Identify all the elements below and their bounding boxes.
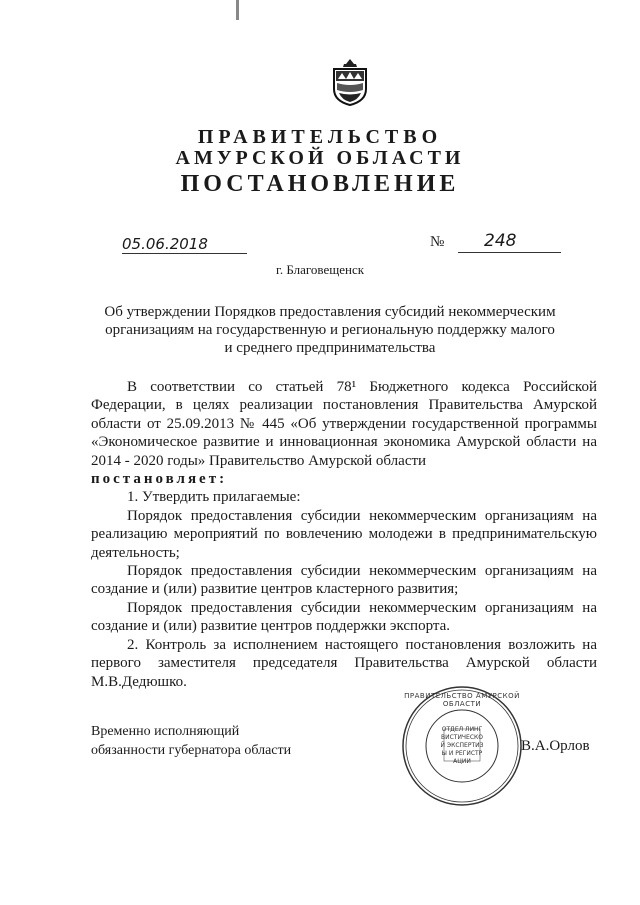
document-number: 248 bbox=[458, 230, 561, 253]
order-3: Порядок предоставления субсидии некоммерческим организациям на создание и (или) развитие центров поддержки экспорта. bbox=[91, 599, 597, 635]
document-subject: Об утверждении Порядков предоставления субсидий некоммерческим организациям на государственную и региональную поддержку малого и среднего предпринимательства bbox=[104, 304, 556, 356]
order-1: Порядок предоставления субсидии некоммерческим организациям на реализацию мероприятий по вовлечению молодежи в предпринимательскую деятельность; bbox=[91, 507, 597, 561]
document-body bbox=[91, 378, 597, 691]
item-2: 2. Контроль за исполнением настоящего постановления возложить на первого заместителя председателя Правительства Амурской области М.В.Дедюшко. bbox=[91, 636, 597, 690]
preamble-paragraph: В соответствии со статьей 78¹ Бюджетного кодекса Российской Федерации, в целях реализации постановления Правительства Амурской области от 25.09.2013 № 445 «Об утверждении государственной программы «Экономическое развитие и инновационная экономика Амурской области на 2014 - 2020 годы» Правительство Амурской области bbox=[91, 379, 597, 469]
position-line-1: Временно исполняющий bbox=[91, 724, 240, 739]
order-2: Порядок предоставления субсидии некоммерческим организациям на создание и (или) развитие центров кластерного развития; bbox=[91, 563, 597, 598]
stamp-center-text: ОТДЕЛ ЛИНГВИСТИЧЕСКОЙ ЭКСПЕРТИЗЫ И РЕГИСТРАЦИИ bbox=[440, 726, 484, 765]
government-title: ПРАВИТЕЛЬСТВО bbox=[197, 126, 443, 148]
resolves-word: постановляет: bbox=[91, 471, 228, 488]
signatory-position bbox=[91, 722, 291, 760]
document-type-title: ПОСТАНОВЛЕНИЕ bbox=[180, 171, 460, 197]
coat-of-arms-icon bbox=[330, 57, 370, 107]
scan-edge-mark bbox=[236, 0, 239, 20]
city: г. Благовещенск bbox=[275, 262, 365, 277]
item-1: 1. Утвердить прилагаемые: bbox=[127, 489, 301, 506]
number-label: № bbox=[430, 234, 445, 250]
region-title: АМУРСКОЙ ОБЛАСТИ bbox=[175, 147, 465, 169]
position-line-2: обязанности губернатора области bbox=[91, 743, 292, 758]
stamp-outer-text: ПРАВИТЕЛЬСТВО АМУРСКОЙ ОБЛАСТИ bbox=[404, 692, 520, 708]
document-date: 05.06.2018 bbox=[122, 235, 247, 254]
signatory-name: В.А.Орлов bbox=[521, 738, 590, 754]
